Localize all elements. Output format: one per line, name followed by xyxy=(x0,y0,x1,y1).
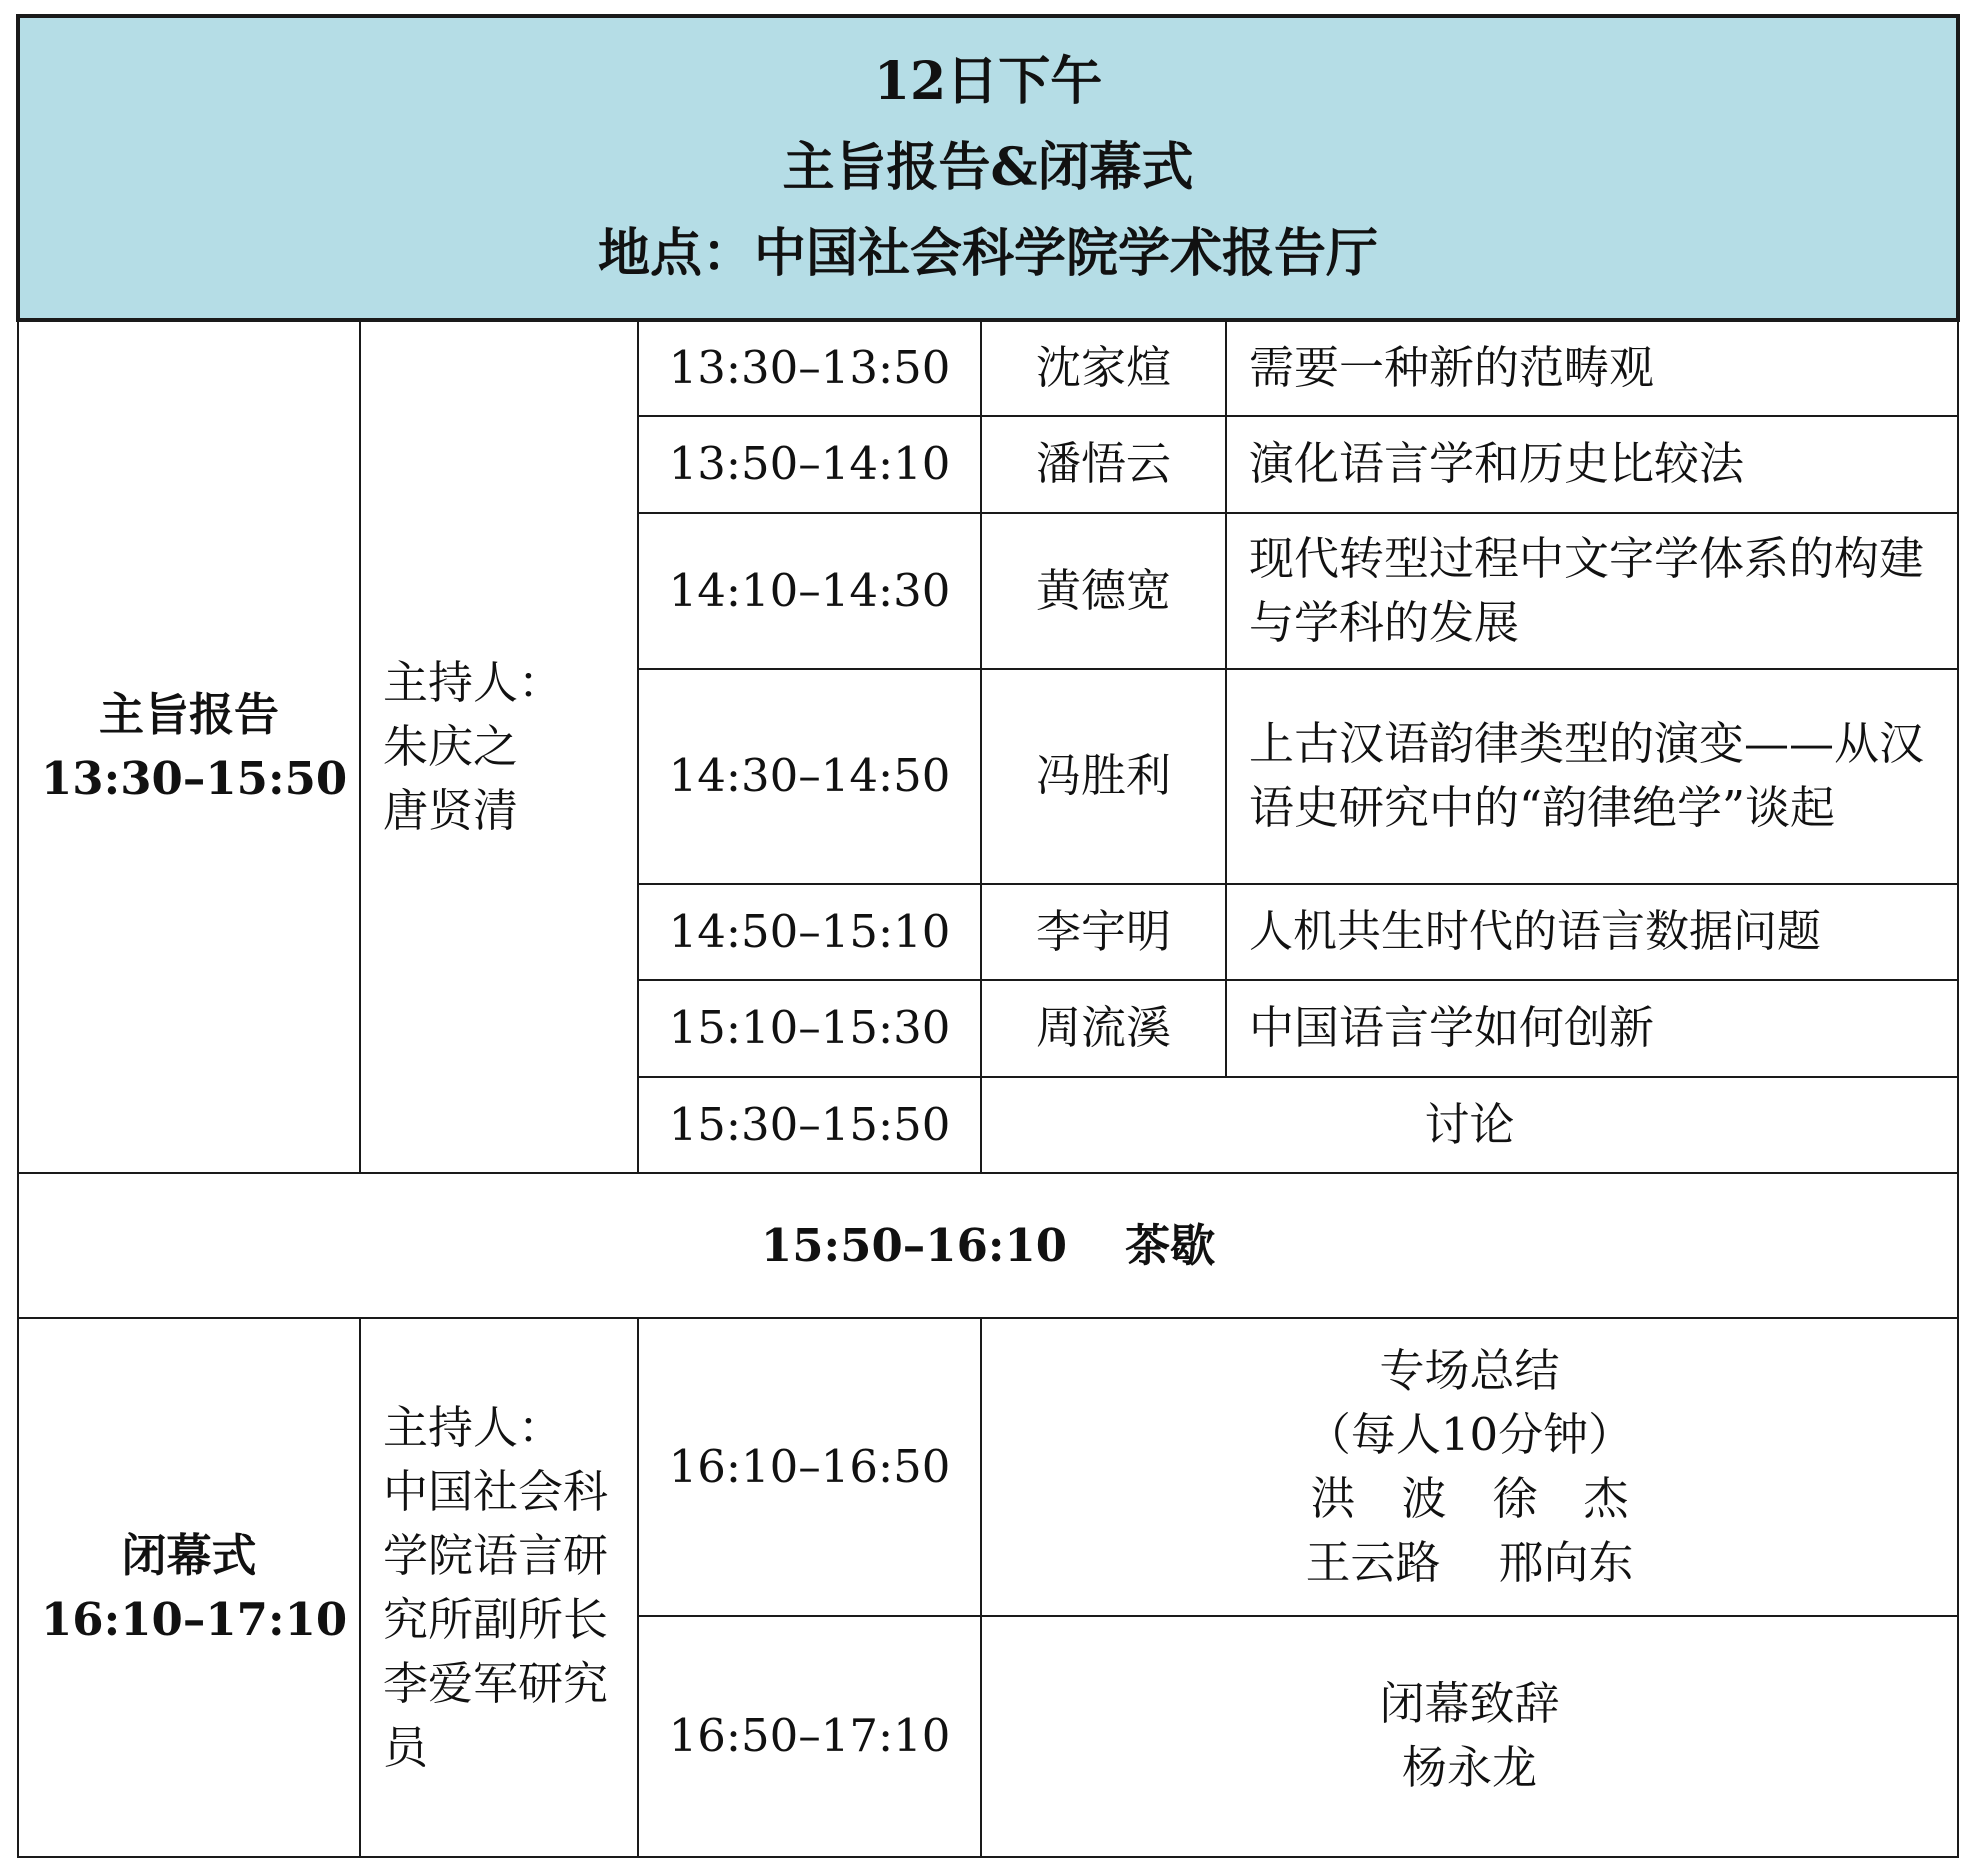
talk-speaker: 黄德宽 xyxy=(981,513,1226,669)
closing-remarks-cell xyxy=(981,1616,1958,1857)
keynote-host-name: 朱庆之 xyxy=(383,719,519,773)
tea-break-time: 15:50–16:10 xyxy=(760,1218,1068,1272)
closing-item-time: 16:50–17:10 xyxy=(638,1616,981,1857)
keynote-host-name: 唐贤清 xyxy=(383,783,519,837)
talk-title: 演化语言学和历史比较法 xyxy=(1226,416,1958,513)
closing-item-time: 16:10–16:50 xyxy=(638,1318,981,1616)
talk-speaker: 冯胜利 xyxy=(981,669,1226,884)
closing-summary-cell xyxy=(981,1318,1958,1616)
talk-title: 人机共生时代的语言数据问题 xyxy=(1226,884,1958,981)
talk-title: 中国语言学如何创新 xyxy=(1226,980,1958,1077)
header-row xyxy=(18,16,1958,320)
closing-host-label: 主持人： xyxy=(383,1400,564,1454)
talk-title: 现代转型过程中文字学体系的构建与学科的发展 xyxy=(1226,513,1958,669)
discussion-label: 讨论 xyxy=(981,1077,1958,1174)
tea-break-row xyxy=(18,1173,1958,1318)
header-cell xyxy=(18,16,1958,320)
talk-time: 13:30–13:50 xyxy=(638,320,981,417)
talk-speaker: 沈家煊 xyxy=(981,320,1226,417)
header-date: 12日下午 xyxy=(873,50,1103,112)
keynote-host-label: 主持人： xyxy=(383,655,564,709)
tea-break-label: 茶歇 xyxy=(1125,1218,1216,1272)
closing-session-name: 闭幕式 xyxy=(121,1528,257,1582)
closing-summary-title: 专场总结 xyxy=(1379,1343,1560,1397)
talk-speaker: 李宇明 xyxy=(981,884,1226,981)
summary-name: 波 xyxy=(1401,1471,1447,1525)
closing-host-cell xyxy=(360,1318,638,1857)
talk-time: 14:30–14:50 xyxy=(638,669,981,884)
schedule-table xyxy=(16,14,1960,1858)
closing-summary-names xyxy=(1004,1531,1935,1595)
keynote-session-cell xyxy=(18,320,360,1174)
header-title: 主旨报告&闭幕式 xyxy=(782,136,1194,198)
closing-remarks-speaker: 杨永龙 xyxy=(1402,1741,1538,1795)
summary-name: 王云路 xyxy=(1305,1535,1441,1589)
closing-remarks-title: 闭幕致辞 xyxy=(1379,1677,1560,1731)
summary-name: 洪 xyxy=(1310,1471,1356,1525)
talk-speaker: 潘悟云 xyxy=(981,416,1226,513)
talk-time: 15:10–15:30 xyxy=(638,980,981,1077)
summary-name: 徐 xyxy=(1492,1471,1538,1525)
tea-break-cell xyxy=(18,1173,1958,1318)
keynote-session-name: 主旨报告 xyxy=(98,687,279,741)
closing-session-time: 16:10–17:10 xyxy=(41,1592,348,1646)
closing-row xyxy=(18,1318,1958,1616)
summary-name: 杰 xyxy=(1583,1471,1629,1525)
talk-time: 13:50–14:10 xyxy=(638,416,981,513)
closing-host-text: 中国社会科学院语言研究所副所长李爱军研究员 xyxy=(383,1464,609,1774)
talk-title: 需要一种新的范畴观 xyxy=(1226,320,1958,417)
discussion-time: 15:30–15:50 xyxy=(638,1077,981,1174)
header-location: 地点：中国社会科学院学术报告厅 xyxy=(598,222,1379,284)
talk-speaker: 周流溪 xyxy=(981,980,1226,1077)
summary-name: 邢向东 xyxy=(1498,1535,1634,1589)
closing-summary-note: （每人10分钟） xyxy=(1305,1407,1634,1461)
keynote-host-cell xyxy=(360,320,638,1174)
talk-time: 14:50–15:10 xyxy=(638,884,981,981)
closing-session-cell xyxy=(18,1318,360,1857)
talk-time: 14:10–14:30 xyxy=(638,513,981,669)
closing-summary-names xyxy=(1004,1467,1935,1531)
talk-row xyxy=(18,320,1958,417)
keynote-session-time: 13:30–15:50 xyxy=(41,751,348,805)
talk-title: 上古汉语韵律类型的演变——从汉语史研究中的“韵律绝学”谈起 xyxy=(1226,669,1958,884)
